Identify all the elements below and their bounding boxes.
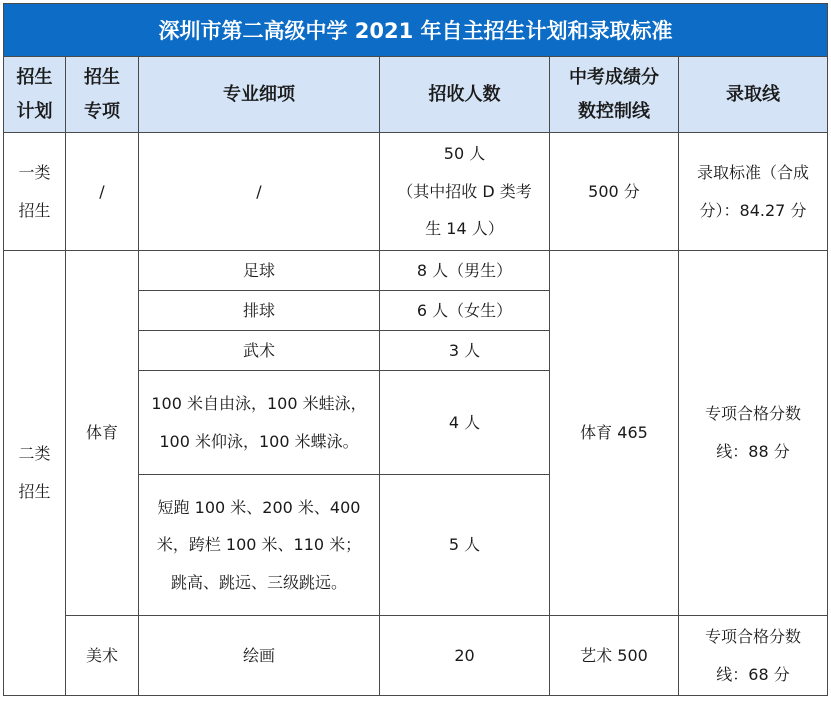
sports-score-line: 体育 465 <box>550 251 679 616</box>
sports-detail-line: 短跑 100 米、200 米、400 <box>157 497 361 517</box>
sports-count: 3 人 <box>380 331 550 371</box>
art-score-line: 艺术 500 <box>550 616 679 696</box>
sports-detail <box>139 371 380 475</box>
class2-plan-line: 二类 <box>18 444 51 464</box>
admission-table <box>3 3 828 696</box>
header-plan <box>4 57 66 133</box>
sports-detail: 足球 <box>139 251 380 291</box>
sports-detail: 排球 <box>139 291 380 331</box>
header-specialty-line: 专项 <box>84 100 120 122</box>
class1-count-line: （其中招收 D 类考 <box>397 181 532 201</box>
class1-specialty: / <box>66 133 139 251</box>
sports-count: 6 人（女生） <box>380 291 550 331</box>
header-specialty-line: 招生 <box>84 67 120 89</box>
class1-count-line: 生 14 人） <box>425 219 504 239</box>
header-plan-line: 招生 <box>16 67 53 89</box>
class1-detail: / <box>139 133 380 251</box>
table-title: 深圳市第二高级中学 2021 年自主招生计划和录取标准 <box>4 4 828 57</box>
header-detail: 专业细项 <box>139 57 380 133</box>
header-admission-line: 录取线 <box>679 57 828 133</box>
class1-admission-line-line: 录取标准（合成 <box>697 162 810 182</box>
class1-score-line: 500 分 <box>550 133 679 251</box>
art-specialty: 美术 <box>66 616 139 696</box>
class1-admission-line-line: 分）：84.27 分 <box>699 200 807 220</box>
sports-detail: 武术 <box>139 331 380 371</box>
sports-detail <box>139 475 380 616</box>
class1-count <box>380 133 550 251</box>
sports-count: 8 人（男生） <box>380 251 550 291</box>
class1-plan-line: 一类 <box>18 162 51 182</box>
sports-count: 4 人 <box>380 371 550 475</box>
sports-admission-line <box>679 251 828 616</box>
art-detail: 绘画 <box>139 616 380 696</box>
sports-specialty: 体育 <box>66 251 139 616</box>
sports-detail-line: 跳高、跳远、三级跳远。 <box>170 572 347 592</box>
class2-plan-line: 招生 <box>18 482 51 501</box>
header-count: 招收人数 <box>380 57 550 133</box>
sports-admission-line-line: 线：88 分 <box>716 442 790 461</box>
header-score-line-line: 中考成绩分 <box>569 67 659 89</box>
sports-detail-line: 100 米自由泳，100 米蛙泳， <box>151 393 367 413</box>
art-admission-line <box>679 616 828 696</box>
class1-admission-line <box>679 133 828 251</box>
sports-detail-line: 米，跨栏 100 米、110 米； <box>156 535 362 555</box>
art-admission-line-line: 线：68 分 <box>716 664 790 684</box>
title-row <box>4 4 828 57</box>
table-row <box>4 616 828 696</box>
sports-detail-line: 100 米仰泳，100 米蝶泳。 <box>159 431 359 451</box>
class1-count-line: 50 人 <box>443 144 486 164</box>
header-row <box>4 57 828 133</box>
class1-plan <box>4 133 66 251</box>
header-specialty <box>66 57 139 133</box>
art-admission-line-line: 专项合格分数 <box>705 626 802 646</box>
class2-plan <box>4 251 66 696</box>
table-row <box>4 251 828 291</box>
header-plan-line: 计划 <box>16 100 53 122</box>
sports-count: 5 人 <box>380 475 550 616</box>
class1-plan-line: 招生 <box>18 200 51 220</box>
header-score-line-line: 数控制线 <box>578 100 650 122</box>
header-score-line <box>550 57 679 133</box>
table-row <box>4 133 828 251</box>
art-count: 20 <box>380 616 550 696</box>
sports-admission-line-line: 专项合格分数 <box>705 404 802 424</box>
